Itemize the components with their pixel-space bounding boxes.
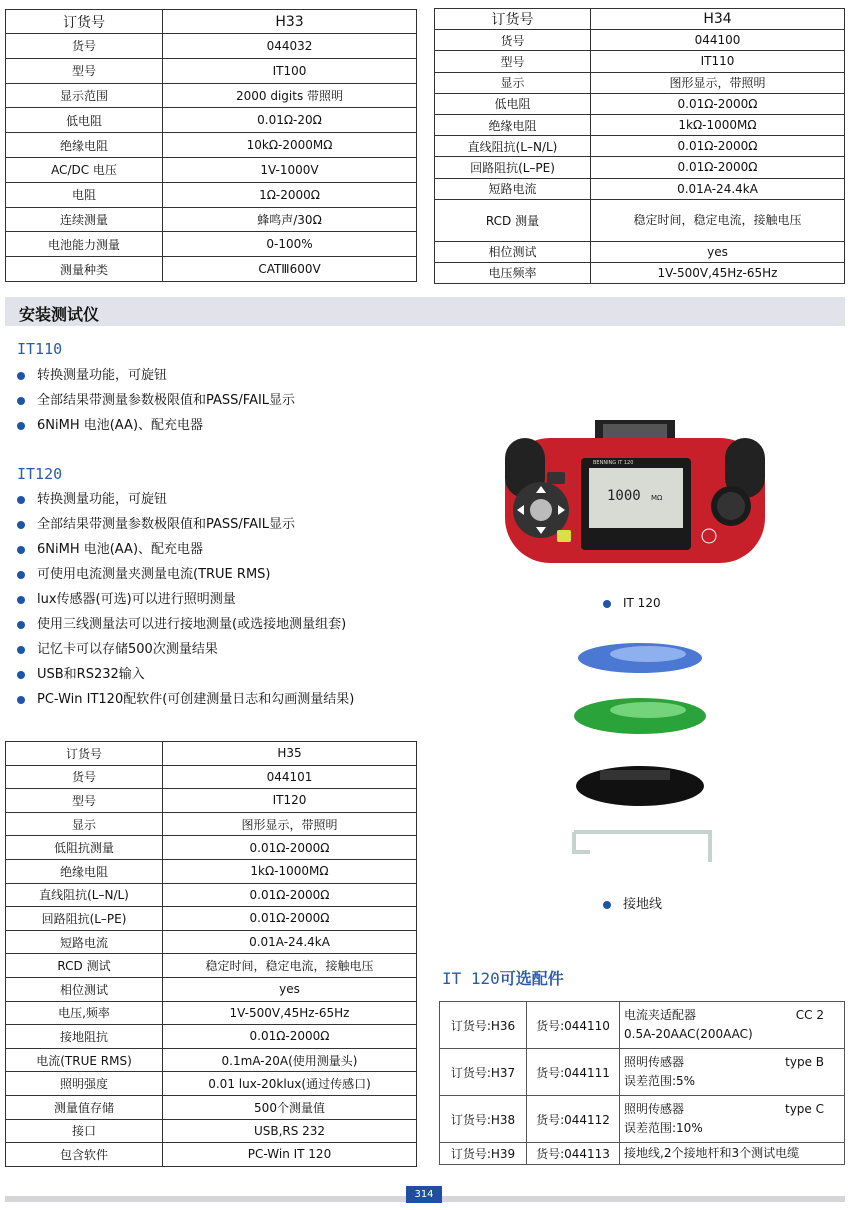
feature-item [17,637,354,662]
spec-row [6,977,417,1001]
section-header [5,297,845,326]
spec-row [6,883,417,907]
accessory-order-no: 订货号:H39 [440,1143,527,1165]
spec-value: 图形显示，带照明 [163,812,417,836]
spec-value: 0.01A-24.4kA [591,178,845,199]
spec-row [6,859,417,883]
feature-item [17,562,354,587]
spec-label: 显示 [435,72,591,93]
spec-row [6,157,417,182]
spec-label: 包含软件 [6,1143,163,1167]
model-title-it110: IT110 [17,340,63,358]
accessory-row [440,1049,845,1096]
spec-label: 测量值存储 [6,1095,163,1119]
spec-label: 相位测试 [435,241,591,262]
feature-list-it120 [17,487,354,712]
spec-value: PC-Win IT 120 [163,1143,417,1167]
spec-value: 500个测量值 [163,1095,417,1119]
spec-value: 稳定时间，稳定电流，接触电压 [591,199,845,241]
spec-value: IT100 [163,58,417,83]
spec-table-h35 [5,741,417,1167]
spec-row [435,241,845,262]
spec-value: 0.01Ω-2000Ω [163,1025,417,1049]
spec-value: 10kΩ-2000MΩ [163,133,417,158]
spec-row [435,262,845,283]
feature-item [17,388,295,413]
spec-row [6,10,417,34]
spec-row [6,1048,417,1072]
spec-label: 低电阻 [435,93,591,114]
spec-row [6,34,417,59]
spec-value: 1V-1000V [163,157,417,182]
spec-label: 相位测试 [6,977,163,1001]
accessory-name: 电流夹适配器 [624,1008,697,1022]
bullet-icon [17,621,25,629]
spec-value: 0.01Ω-2000Ω [163,883,417,907]
spec-label: 电阻 [6,182,163,207]
model-title-it120: IT120 [17,465,63,483]
spec-row [6,133,417,158]
spec-row [435,114,845,135]
spec-value: 0.01Ω-2000Ω [591,136,845,157]
accessory-item-no: 货号:044113 [527,1143,620,1165]
spec-value: yes [163,977,417,1001]
spec-row [6,1001,417,1025]
bullet-icon [17,496,25,504]
spec-row [6,789,417,813]
spec-value: IT120 [163,789,417,813]
bullet-icon [17,596,25,604]
feature-item [17,487,354,512]
accessory-type [824,1144,840,1163]
spec-label: 电流(TRUE RMS) [6,1048,163,1072]
feature-item [17,662,354,687]
accessory-name: 照明传感器 [624,1055,685,1069]
page-number: 314 [406,1186,442,1203]
spec-label: 电池能力测量 [6,232,163,257]
spec-row [6,930,417,954]
accessory-item-no: 货号:044110 [527,1002,620,1049]
spec-row [6,1095,417,1119]
spec-row [435,72,845,93]
spec-label: 货号 [6,765,163,789]
feature-text: 转换测量功能，可旋钮 [37,492,168,507]
spec-label: 连续测量 [6,207,163,232]
spec-label: 直线阻抗(L–N/L) [435,136,591,157]
spec-label: 回路阻抗(L–PE) [435,157,591,178]
accessory-images [560,636,730,876]
spec-row [6,742,417,766]
bullet-icon [17,671,25,679]
spec-row [6,765,417,789]
spec-value: 0.01 lux-20klux(通过传感口) [163,1072,417,1096]
accessory-row [440,1143,845,1165]
feature-item [17,363,295,388]
spec-label: 绝缘电阻 [6,859,163,883]
spec-value: 0.01Ω-20Ω [163,108,417,133]
bullet-icon [17,521,25,529]
spec-value: H34 [591,9,845,30]
feature-text: 可使用电流测量夹测量电流(TRUE RMS) [37,567,271,582]
spec-value: 044100 [591,30,845,51]
spec-value: 稳定时间，稳定电流，接触电压 [163,954,417,978]
spec-value: 图形显示，带照明 [591,72,845,93]
section-title: 安装测试仪 [19,305,100,324]
device-brand: BENNING IT 120 [593,460,634,466]
spec-value: 1Ω-2000Ω [163,182,417,207]
bullet-icon [17,571,25,579]
feature-text: 6NiMH 电池(AA)、配充电器 [37,418,204,433]
spec-label: 接口 [6,1119,163,1143]
spec-row [435,178,845,199]
spec-value: 1V-500V,45Hz-65Hz [591,262,845,283]
accessory-type: type B [785,1055,824,1069]
spec-row [6,58,417,83]
spec-row [6,1072,417,1096]
spec-value: H35 [163,742,417,766]
spec-label: 直线阻抗(L–N/L) [6,883,163,907]
device-screen-unit: MΩ [651,494,663,502]
feature-text: 使用三线测量法可以进行接地测量(或选接地测量组套) [37,617,347,632]
spec-value: CATⅢ600V [163,257,417,282]
spec-label: 低电阻 [6,108,163,133]
spec-label: 订货号 [435,9,591,30]
spec-row [6,907,417,931]
spec-label: 货号 [435,30,591,51]
spec-label: 测量种类 [6,257,163,282]
accessory-spec: 误差范围:5% [624,1074,696,1088]
spec-label: RCD 测量 [435,199,591,241]
spec-row [6,812,417,836]
feature-list-it110 [17,363,295,438]
feature-text: 记忆卡可以存储500次测量结果 [37,642,218,657]
spec-label: 接地阻抗 [6,1025,163,1049]
feature-item [17,587,354,612]
spec-value: 0-100% [163,232,417,257]
spec-label: 回路阻抗(L–PE) [6,907,163,931]
spec-row [6,954,417,978]
accessory-name: 照明传感器 [624,1102,685,1116]
ground-caption-text: 接地线 [623,897,663,912]
accessory-description [620,1002,845,1049]
spec-row [6,108,417,133]
feature-item [17,687,354,712]
spec-row [6,83,417,108]
accessory-description [620,1143,845,1165]
accessory-row [440,1096,845,1143]
accessories-title-suffix: 可选配件 [499,969,564,988]
spec-label: 货号 [6,34,163,59]
spec-value: 0.01Ω-2000Ω [163,836,417,860]
accessory-row [440,1002,845,1049]
spec-row [6,1025,417,1049]
spec-row [435,93,845,114]
spec-label: 短路电流 [435,178,591,199]
spec-value: 044032 [163,34,417,59]
feature-text: 转换测量功能，可旋钮 [37,368,168,383]
accessory-spec: 误差范围:10% [624,1121,703,1135]
spec-row [435,9,845,30]
spec-row [435,136,845,157]
spec-row [6,232,417,257]
accessories-title [442,966,564,989]
spec-row [6,182,417,207]
feature-text: PC-Win IT120配软件(可创建测量日志和勾画测量结果) [37,692,355,707]
device-image [495,418,775,568]
bullet-icon [17,546,25,554]
bullet-icon [17,372,25,380]
feature-item [17,413,295,438]
spec-label: AC/DC 电压 [6,157,163,182]
spec-value: 0.1mA-20A(使用测量头) [163,1048,417,1072]
spec-row [6,207,417,232]
spec-value: 1V-500V,45Hz-65Hz [163,1001,417,1025]
accessory-order-no: 订货号:H38 [440,1096,527,1143]
accessory-item-no: 货号:044111 [527,1049,620,1096]
spec-value: H33 [163,10,417,34]
spec-label: 绝缘电阻 [6,133,163,158]
accessory-name: 接地线,2个接地杆和3个测试电缆 [624,1146,800,1160]
bullet-icon [17,696,25,704]
feature-item [17,612,354,637]
spec-row [435,199,845,241]
device-caption [603,596,661,610]
spec-label: 电压,频率 [6,1001,163,1025]
spec-value: 0.01Ω-2000Ω [163,907,417,931]
spec-label: 短路电流 [6,930,163,954]
feature-text: 6NiMH 电池(AA)、配充电器 [37,542,204,557]
feature-text: USB和RS232输入 [37,667,145,682]
spec-value: 044101 [163,765,417,789]
accessory-item-no: 货号:044112 [527,1096,620,1143]
bullet-icon [17,646,25,654]
spec-label: RCD 测试 [6,954,163,978]
feature-text: 全部结果带测量参数极限值和PASS/FAIL显示 [37,393,296,408]
spec-label: 低阻抗测量 [6,836,163,860]
accessory-description [620,1096,845,1143]
spec-value: 2000 digits 带照明 [163,83,417,108]
spec-label: 型号 [6,58,163,83]
spec-row [435,51,845,72]
spec-value: 1kΩ-1000MΩ [163,859,417,883]
spec-label: 订货号 [6,742,163,766]
spec-value: 1kΩ-1000MΩ [591,114,845,135]
spec-row [435,30,845,51]
ground-caption [603,893,662,912]
accessory-order-no: 订货号:H36 [440,1002,527,1049]
bullet-icon [17,397,25,405]
spec-table-h33 [5,9,417,282]
spec-label: 电压频率 [435,262,591,283]
spec-value: USB,RS 232 [163,1119,417,1143]
spec-value: yes [591,241,845,262]
spec-label: 显示范围 [6,83,163,108]
spec-value: 0.01A-24.4kA [163,930,417,954]
spec-value: 蜂鸣声/30Ω [163,207,417,232]
feature-text: 全部结果带测量参数极限值和PASS/FAIL显示 [37,517,296,532]
spec-value: 0.01Ω-2000Ω [591,157,845,178]
spec-row [435,157,845,178]
accessories-title-prefix: IT 120 [442,969,500,988]
bullet-icon [17,422,25,430]
spec-row [6,257,417,282]
accessory-type: CC 2 [795,1008,824,1022]
spec-row [6,1143,417,1167]
spec-table-h34 [434,8,845,284]
spec-row [6,1119,417,1143]
spec-label: 型号 [435,51,591,72]
accessory-spec: 0.5A-20AAC(200AAC) [624,1027,753,1041]
feature-text: lux传感器(可选)可以进行照明测量 [37,592,236,607]
spec-row [6,836,417,860]
spec-label: 订货号 [6,10,163,34]
spec-value: IT110 [591,51,845,72]
accessories-table [439,1001,845,1165]
spec-label: 绝缘电阻 [435,114,591,135]
accessory-order-no: 订货号:H37 [440,1049,527,1096]
feature-item [17,537,354,562]
spec-label: 照明强度 [6,1072,163,1096]
spec-value: 0.01Ω-2000Ω [591,93,845,114]
accessory-description [620,1049,845,1096]
feature-item [17,512,354,537]
accessory-type: type C [785,1102,824,1116]
spec-label: 型号 [6,789,163,813]
spec-label: 显示 [6,812,163,836]
device-screen-reading: 1000 [607,488,641,504]
device-caption-text: IT 120 [623,596,661,610]
